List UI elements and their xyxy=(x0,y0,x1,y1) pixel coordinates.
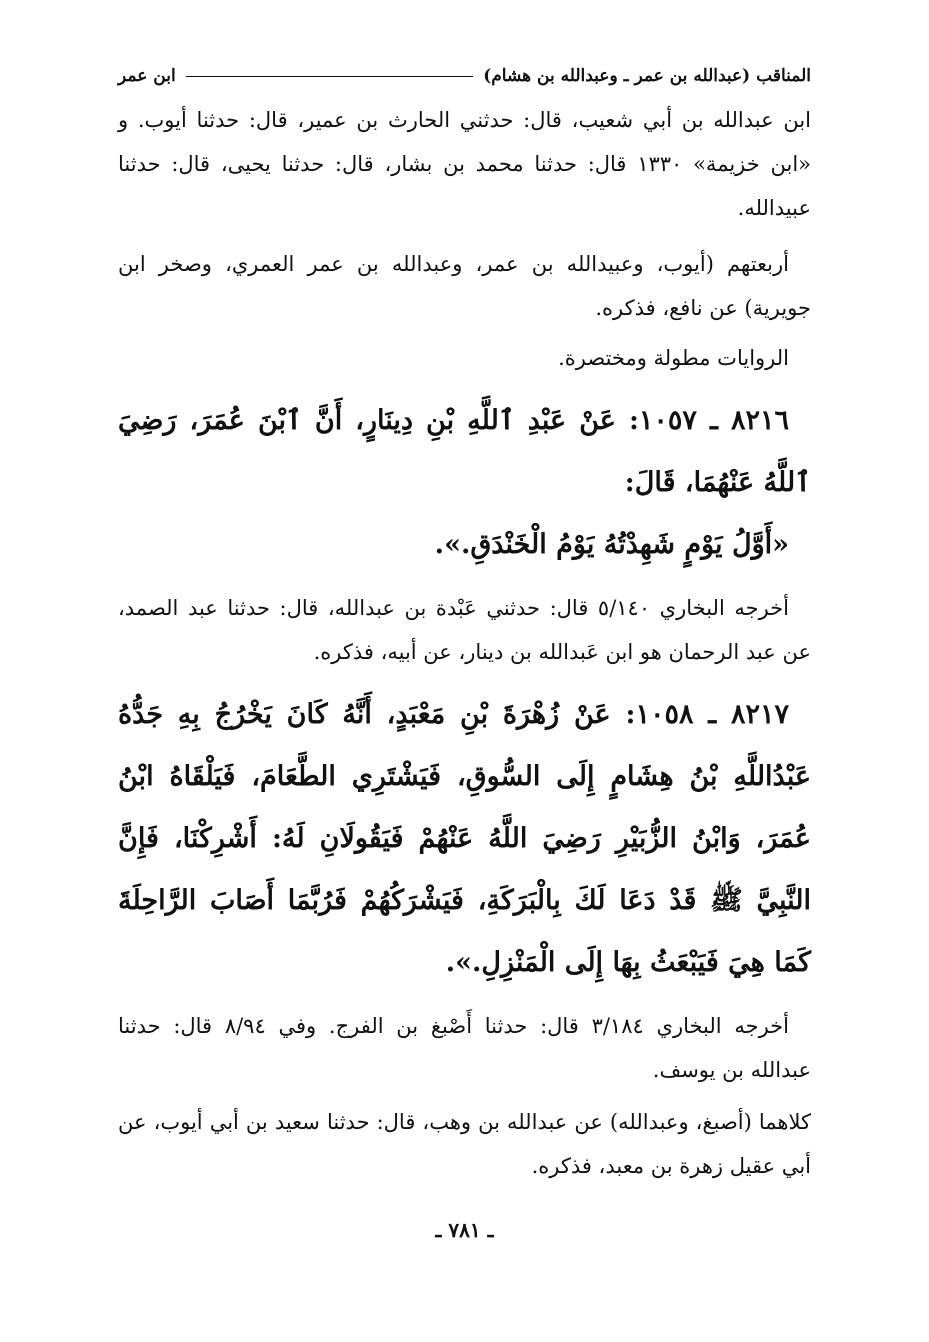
hadith-8216-text: «أَوَّلُ يَوْمٍ شَهِدْتُهُ يَوْمُ الْخَنْدَقِ.». xyxy=(434,529,789,560)
hadith-8217: ٨٢١٧ ـ ١٠٥٨: عَنْ زُهْرَةَ بْنِ مَعْبَدٍ، أَنَّهُ كَانَ يَخْرُجُ بِهِ جَدُّهُ عَبْدُاللَّهِ بْنُ هِشَامٍ إِلَى السُّوقِ، فَيَشْتَرِي الطَّعَامَ، فَيَلْقَاهُ ابْنُ عُمَرَ، وَابْنُ الزُّبَيْرِ رَضِيَ اللَّهُ عَنْهُمْ فَيَقُولَانِ لَهُ: أَشْرِكْنَا، فَإِنَّ النَّبِيَّ ﷺ قَدْ دَعَا لَكَ بِالْبَرَكَةِ، فَيَشْرَكُهُمْ فَرُبَّمَا أَصَابَ الرَّاحِلَةَ كَمَا هِيَ فَيَبْعَثُ بِهَا إِلَى الْمَنْزِلِ.». xyxy=(118,699,811,978)
page-body xyxy=(118,98,811,1188)
header-chapter-title: المناقب (عبدالله بن عمر ـ وعبدالله بن هشام) xyxy=(483,66,811,86)
paragraph-isnad-summary: أربعتهم (أيوب، وعبيدالله بن عمر، وعبدالله بن عمر العمري، وصخر ابن جويرية) عن نافع، فذكره. xyxy=(118,252,811,320)
takhrij-8217: أخرجه البخاري ٣/١٨٤ قال: حدثنا أَصْبغ بن الفرج. وفي ٨/٩٤ قال: حدثنا عبدالله بن يوسف. xyxy=(118,1014,811,1082)
header-running-head: ابن عمر xyxy=(118,66,176,86)
paragraph-isnad-1: ابن عبدالله بن أبي شعيب، قال: حدثني الحارث بن عمير، قال: حدثنا أيوب. و «ابن خزيمة» ١٣٣٠ قال: حدثنا محمد بن بشار، قال: حدثنا يحيى، قال: حدثنا عبيدالله. xyxy=(118,108,812,220)
page-number: ـ ٧٨١ ـ xyxy=(435,1218,494,1242)
takhrij-8216: أخرجه البخاري ٥/١٤٠ قال: حدثني عَبْدة بن عبدالله، قال: حدثنا عبد الصمد، عن عبد الرحمان هو ابن عَبدالله بن دينار، عن أبيه، فذكره. xyxy=(118,596,811,664)
hadith-8216-intro: ٨٢١٦ ـ ١٠٥٧: عَنْ عَبْدِ ٱللَّهِ بْنِ دِينَارٍ، أَنَّ ٱبْنَ عُمَرَ، رَضِيَ ٱللَّهُ عَنْهُمَا، قَالَ: xyxy=(118,405,811,498)
paragraph-isnad-8217: كلاهما (أصبغ، وعبدالله) عن عبدالله بن وهب، قال: حدثنا سعيد بن أبي أيوب، عن أبي عقيل زهرة بن معبد، فذكره. xyxy=(118,1110,811,1178)
header-rule xyxy=(186,76,474,77)
paragraph-note: الروايات مطولة ومختصرة. xyxy=(558,346,789,370)
running-header xyxy=(118,60,811,92)
